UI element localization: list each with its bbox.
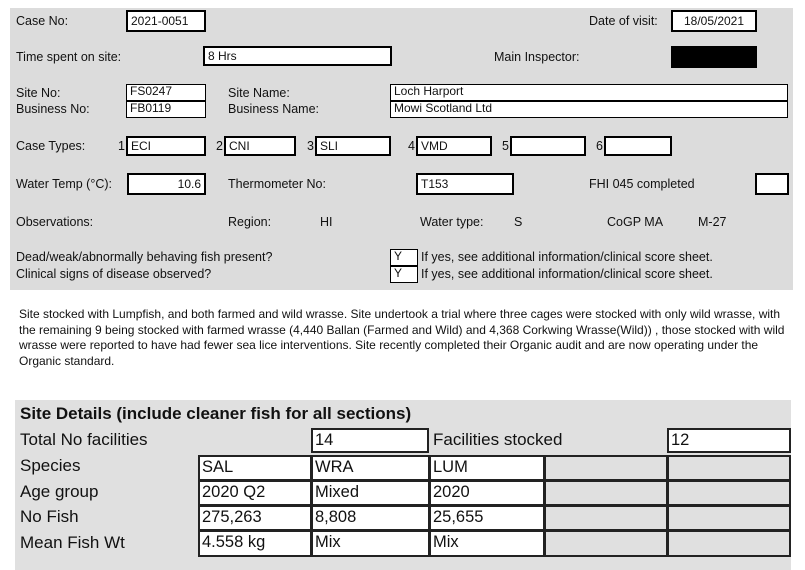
case-type-2-field[interactable]: CNI	[224, 136, 296, 156]
case-type-6-number: 6	[596, 139, 603, 153]
case-type-6-field[interactable]	[604, 136, 672, 156]
time-spent-label: Time spent on site:	[16, 50, 122, 64]
date-of-visit-label: Date of visit:	[589, 14, 658, 28]
facilities-stocked-label: Facilities stocked	[433, 430, 563, 449]
fhi-045-field[interactable]	[755, 173, 789, 195]
region-value: HI	[320, 215, 333, 229]
observations-label: Observations:	[16, 215, 94, 229]
water-temp-field[interactable]: 10.6	[127, 173, 206, 195]
thermometer-no-field[interactable]: T153	[416, 173, 514, 195]
site-no-label: Site No:	[16, 86, 61, 100]
case-type-2-number: 2	[216, 139, 223, 153]
case-no-field[interactable]: 2021-0051	[126, 10, 206, 32]
table-cell[interactable]	[667, 505, 791, 531]
total-facilities-label: Total No facilities	[20, 430, 148, 449]
water-type-label: Water type:	[420, 215, 484, 229]
table-cell[interactable]: WRA	[311, 455, 430, 481]
table-cell[interactable]: Mix	[429, 530, 545, 557]
cogp-ma-label: CoGP MA	[607, 215, 664, 229]
water-temp-label: Water Temp (°C):	[16, 177, 112, 191]
table-cell[interactable]: 2020	[429, 480, 545, 506]
table-cell[interactable]: 4.558 kg	[198, 530, 312, 557]
table-cell[interactable]: 2020 Q2	[198, 480, 312, 506]
table-cell[interactable]: Mix	[311, 530, 430, 557]
site-name-label: Site Name:	[228, 86, 290, 100]
site-no-field[interactable]: FS0247	[126, 84, 206, 101]
no-fish-label: No Fish	[20, 507, 79, 526]
thermometer-no-label: Thermometer No:	[228, 177, 326, 191]
case-type-3-number: 3	[307, 139, 314, 153]
case-type-5-number: 5	[502, 139, 509, 153]
case-type-4-field[interactable]: VMD	[416, 136, 492, 156]
case-no-label: Case No:	[16, 14, 69, 28]
dead-fish-question: Dead/weak/abnormally behaving fish present?	[16, 250, 273, 264]
site-details-title: Site Details (include cleaner fish for all sections)	[20, 404, 412, 423]
table-cell[interactable]: 8,808	[311, 505, 430, 531]
table-cell[interactable]: 275,263	[198, 505, 312, 531]
fhi-045-label: FHI 045 completed	[589, 177, 695, 191]
table-cell[interactable]	[544, 505, 668, 531]
clinical-signs-note: If yes, see additional information/clinical score sheet.	[421, 267, 713, 281]
main-inspector-redacted	[671, 46, 757, 68]
region-label: Region:	[228, 215, 272, 229]
table-cell[interactable]	[667, 455, 791, 481]
case-type-1-field[interactable]: ECI	[126, 136, 206, 156]
case-types-label: Case Types:	[16, 139, 86, 153]
table-cell[interactable]	[667, 530, 791, 557]
case-type-5-field[interactable]	[510, 136, 586, 156]
main-inspector-label: Main Inspector:	[494, 50, 580, 64]
table-cell[interactable]: 25,655	[429, 505, 545, 531]
case-type-4-number: 4	[408, 139, 415, 153]
table-cell[interactable]	[544, 455, 668, 481]
case-type-3-field[interactable]: SLI	[315, 136, 391, 156]
dead-fish-note: If yes, see additional information/clinical score sheet.	[421, 250, 713, 264]
date-of-visit-field[interactable]: 18/05/2021	[671, 10, 757, 32]
table-cell[interactable]	[544, 530, 668, 557]
facilities-stocked-value[interactable]: 12	[667, 428, 791, 453]
total-facilities-value[interactable]: 14	[311, 428, 429, 453]
table-cell[interactable]	[667, 480, 791, 506]
table-cell[interactable]	[544, 480, 668, 506]
business-no-field[interactable]: FB0119	[126, 101, 206, 118]
age-group-label: Age group	[20, 482, 99, 501]
clinical-signs-answer[interactable]: Y	[390, 266, 418, 283]
dead-fish-answer[interactable]: Y	[390, 249, 418, 266]
business-name-field[interactable]: Mowi Scotland Ltd	[390, 101, 788, 118]
site-name-field[interactable]: Loch Harport	[390, 84, 788, 101]
water-type-value: S	[514, 215, 523, 229]
table-cell[interactable]: LUM	[429, 455, 545, 481]
table-cell[interactable]: SAL	[198, 455, 312, 481]
narrative-text: Site stocked with Lumpfish, and both farmed and wild wrasse. Site undertook a trial where three cages were stocked with only wild wrasse, with the remaining 9 being stocked with farmed wrasse (4,440 Ballan (Farmed and Wild) and 4,368 Corkwing Wrasse(Wild)) , those stocked with wild wrasse were reported to have had fewer sea lice interventions. Site recently completed their Organic audit and are now operating under the Organic standard.	[19, 307, 785, 368]
business-name-label: Business Name:	[228, 102, 320, 116]
cogp-ma-value: M-27	[698, 215, 727, 229]
business-no-label: Business No:	[16, 102, 90, 116]
case-type-1-number: 1	[118, 139, 125, 153]
case-form-panel	[10, 8, 793, 290]
clinical-signs-question: Clinical signs of disease observed?	[16, 267, 212, 281]
species-label: Species	[20, 456, 81, 475]
mean-fish-wt-label: Mean Fish Wt	[20, 533, 125, 552]
time-spent-field[interactable]: 8 Hrs	[203, 46, 392, 66]
table-cell[interactable]: Mixed	[311, 480, 430, 506]
